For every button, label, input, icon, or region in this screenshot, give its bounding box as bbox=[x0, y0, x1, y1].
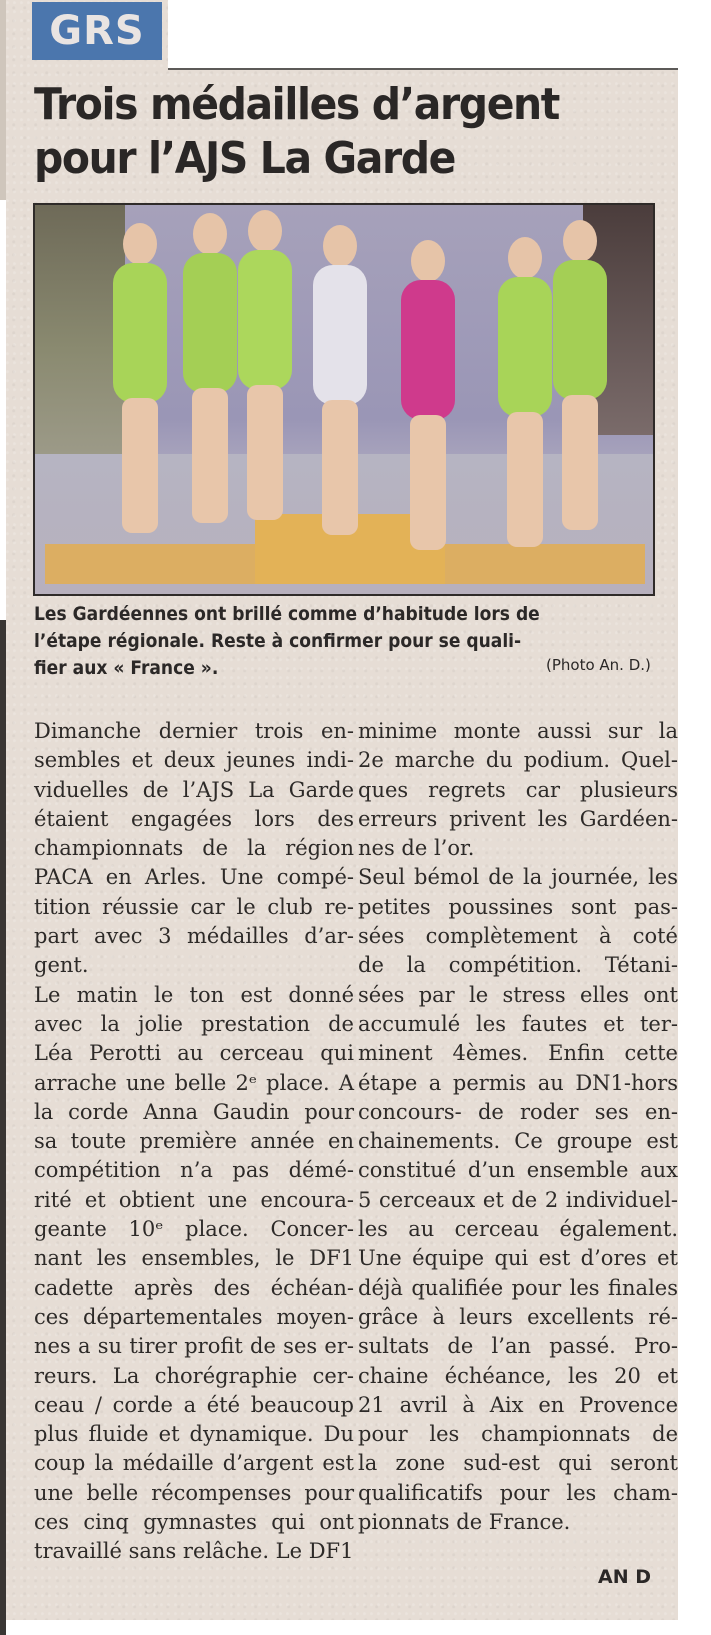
article-line: plus fluide et dynamique. Du bbox=[34, 1422, 354, 1447]
article-line: étape a permis au DN1-hors bbox=[358, 1070, 678, 1095]
article-line: viduelles de l’AJS La Garde bbox=[34, 777, 354, 802]
article-line: arrache une belle 2ᵉ place. A bbox=[34, 1070, 354, 1095]
article-line: les au cerceau également. bbox=[358, 1217, 678, 1242]
article-line: petites poussines sont pas- bbox=[358, 894, 678, 919]
article-line: grâce à leurs excellents ré- bbox=[358, 1304, 678, 1329]
article-line: Léa Perotti au cerceau qui bbox=[34, 1041, 354, 1066]
gymnast-figure bbox=[295, 225, 385, 545]
caption-line: l’étape régionale. Reste à confirmer pour se quali- bbox=[34, 630, 522, 652]
headline bbox=[34, 78, 629, 186]
article-line: ces cinq gymnastes qui ont bbox=[34, 1510, 354, 1535]
article-line: part avec 3 médailles d’ar- bbox=[34, 924, 354, 949]
gymnast-legs bbox=[410, 415, 446, 550]
article-line: travaillé sans relâche. Le DF1 bbox=[34, 1539, 354, 1564]
article-line: Seul bémol de la journée, les bbox=[358, 865, 678, 890]
article-line: minent 4èmes. Enfin cette bbox=[358, 1041, 678, 1066]
article-line: déjà qualifiée pour les finales bbox=[358, 1275, 678, 1300]
article-line: coup la médaille d’argent est bbox=[34, 1451, 354, 1476]
article-line: ceau / corde a été beaucoup bbox=[34, 1392, 354, 1417]
gymnast-head bbox=[323, 225, 357, 267]
gymnast-head bbox=[563, 220, 597, 262]
article-line: concours- de roder ses en- bbox=[358, 1099, 678, 1124]
gymnast-leotard bbox=[113, 263, 167, 403]
article-line: chainements. Ce groupe est bbox=[358, 1129, 678, 1154]
gymnast-head bbox=[411, 240, 445, 282]
article-photo bbox=[33, 203, 655, 596]
article-line: reurs. La chorégraphie cer- bbox=[34, 1363, 354, 1388]
gymnast-leotard bbox=[238, 250, 292, 390]
article-line: ces départementales moyen- bbox=[34, 1304, 354, 1329]
gymnast-leotard bbox=[313, 265, 367, 405]
article-column-left bbox=[34, 717, 354, 1567]
article-line: pionnats de France. bbox=[358, 1510, 571, 1535]
gymnast-legs bbox=[322, 400, 358, 535]
article-line: étaient engagées lors des bbox=[34, 806, 354, 831]
article-line: gent. bbox=[34, 953, 89, 978]
headline-line-1: Trois médailles d’argent bbox=[34, 79, 559, 130]
article-line: de la compétition. Tétani- bbox=[358, 953, 678, 978]
article-line: rité et obtient une encoura- bbox=[34, 1187, 354, 1212]
article-line: Le matin le ton est donné bbox=[34, 982, 354, 1007]
article-line: erreurs privent les Gardéen- bbox=[358, 806, 678, 831]
author-signature: AN D bbox=[598, 1566, 651, 1588]
article-line: la zone sud-est qui seront bbox=[358, 1451, 678, 1476]
gymnast-legs bbox=[122, 398, 158, 533]
article-line: constitué d’un ensemble aux bbox=[358, 1158, 678, 1183]
article-line: avec la jolie prestation de bbox=[34, 1011, 354, 1036]
article-line: sultats de l’an passé. Pro- bbox=[358, 1334, 678, 1359]
article-line: 2e marche du podium. Quel- bbox=[358, 748, 678, 773]
article-line: tition réussie car le club re- bbox=[34, 894, 354, 919]
article-line: Dimanche dernier trois en- bbox=[34, 719, 354, 743]
article-line: sembles et deux jeunes indi- bbox=[34, 748, 354, 773]
gymnast-legs bbox=[247, 385, 283, 520]
article-line: ques regrets car plusieurs bbox=[358, 777, 678, 802]
article-line: PACA en Arles. Une compé- bbox=[34, 865, 354, 890]
article-line: nes a su tirer profit de ses er- bbox=[34, 1334, 354, 1359]
gymnast-figure bbox=[535, 220, 625, 560]
gymnast-leotard bbox=[553, 260, 607, 400]
gymnast-leotard bbox=[401, 280, 455, 420]
article-line: championnats de la région bbox=[34, 836, 354, 861]
section-tag: GRS bbox=[32, 2, 162, 60]
article-line: pour les championnats de bbox=[358, 1422, 678, 1447]
gymnast-head bbox=[123, 223, 157, 265]
article-line: geante 10ᵉ place. Concer- bbox=[34, 1217, 354, 1242]
headline-line-2: pour l’AJS La Garde bbox=[34, 133, 455, 184]
article-line: nes de l’or. bbox=[358, 836, 475, 861]
article-line: sées complètement à coté bbox=[358, 924, 678, 949]
scan-margin-right bbox=[678, 68, 711, 1635]
article-line: 5 cerceaux et de 2 individuel- bbox=[358, 1187, 678, 1212]
article-line: qualificatifs pour les cham- bbox=[358, 1480, 678, 1505]
clipping-cut-line bbox=[168, 68, 678, 70]
photo-credit: (Photo An. D.) bbox=[546, 656, 651, 674]
article-line: nant les ensembles, le DF1 bbox=[34, 1246, 354, 1271]
article-column-right bbox=[358, 717, 678, 1537]
article-line: une belle récompenses pour bbox=[34, 1480, 354, 1505]
adjacent-column-edge bbox=[0, 620, 6, 1635]
caption-line: Les Gardéennes ont brillé comme d’habitude lors de bbox=[34, 603, 540, 625]
gymnast-head bbox=[248, 210, 282, 252]
article-line: chaine échéance, les 20 et bbox=[358, 1363, 678, 1388]
article-line: 21 avril à Aix en Provence bbox=[358, 1392, 678, 1417]
article-line: minime monte aussi sur la bbox=[358, 719, 678, 743]
gymnast-legs bbox=[562, 395, 598, 530]
article-line: sées par le stress elles ont bbox=[358, 982, 678, 1007]
article-line: Une équipe qui est d’ores et bbox=[358, 1246, 678, 1271]
article-line: sa toute première année en bbox=[34, 1129, 354, 1154]
article-line: compétition n’a pas démé- bbox=[34, 1158, 354, 1183]
photo-caption bbox=[34, 601, 610, 682]
article-line: cadette après des échéan- bbox=[34, 1275, 354, 1300]
gymnast-figure bbox=[383, 240, 473, 540]
article-line: accumulé les fautes et ter- bbox=[358, 1011, 678, 1036]
scan-margin-bottom bbox=[6, 1620, 711, 1635]
scan-margin-top bbox=[168, 0, 711, 68]
caption-line: fier aux « France ». bbox=[34, 657, 219, 679]
article-line: la corde Anna Gaudin pour bbox=[34, 1099, 354, 1124]
